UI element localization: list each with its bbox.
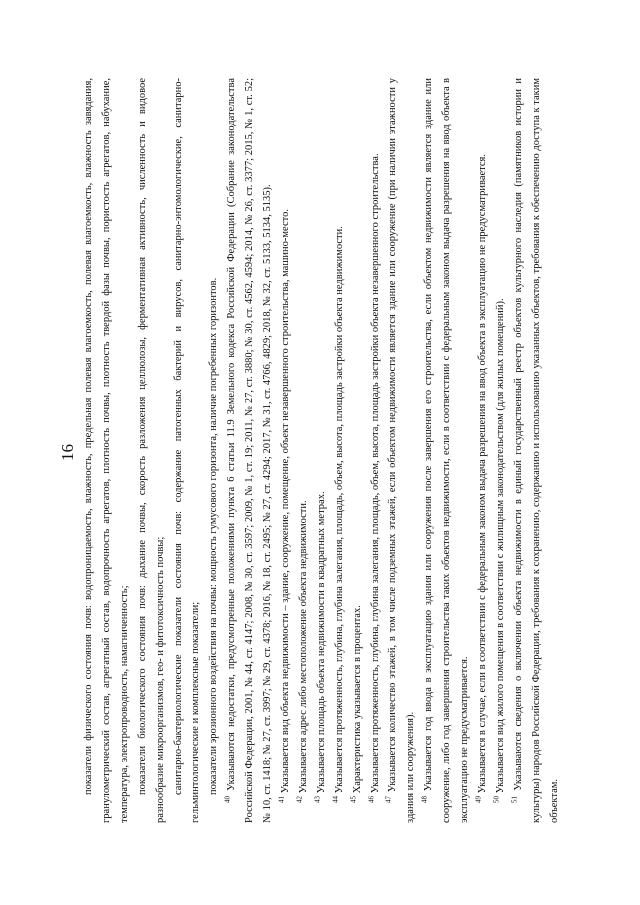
footnote-number: 45 — [349, 796, 358, 803]
footnote-text: Указывается количество этажей, в том числе подземных этажей, если объектом недвижимости является здание или сооружение (при наличии этажности у здания или сооружения). — [387, 78, 417, 823]
footnote-text: Характеристика указывается в процентах. — [351, 605, 363, 794]
footnote-44 — [331, 78, 349, 823]
footnote-number: 51 — [510, 796, 519, 803]
footnote-text: Указывается в случае, если в соответствии с федеральным законом выдача разрешения на ввод объекта в эксплуатацию не предусматривается. — [476, 154, 488, 794]
footnote-number: 46 — [367, 796, 375, 803]
body-paragraph: показатели физического состояния почв: водопроницаемость, влажность, предельная полевая влагоемкость, полевая влагоемкость, влажность завядания, гранулометрический состав, агрегатный состав, водопрочность агрегатов, плотность почвы, плотность твердой фазы почвы, пористость агрегатов, набухание, температура, электропроводность, намагниченность; — [83, 78, 130, 823]
footnote-40 — [223, 78, 277, 823]
footnote-42 — [295, 78, 313, 823]
footnote-text: Указывается протяженность, глубина, глубина залегания, площадь, объем, высота, площадь застройки объекта незавершенного строительства. — [369, 153, 381, 794]
footnote-number: 49 — [474, 796, 483, 803]
footnote-text: Указываются сведения о включении объекта недвижимости в единый государственный реестр объектов культурного наследия (памятников истории и культуры) народов Российской Федерации, требования к сохранению, содержанию и использованию указанных объектов, требования к обеспечению доступа к таким объектам. — [512, 78, 560, 823]
footnote-number: 44 — [331, 796, 340, 803]
footnote-text: Указывается площадь объекта недвижимости в квадратных метрах. — [315, 491, 327, 794]
page-number: 16 — [58, 444, 77, 461]
footnote-46 — [367, 78, 385, 823]
footnote-number: 41 — [277, 796, 286, 803]
footnote-text: Указывается год ввода в эксплуатацию здания или сооружения после завершения его строительства, если объектом недвижимости является здание или сооружение, либо год завершения строительства таких объектов недвижимости, если в соответствии с федеральным законом выдача разрешения на ввод объекта в эксплуатацию не предусматривается. — [423, 78, 471, 823]
footnote-47 — [384, 78, 420, 823]
footnote-text: Указывается адрес либо местоположение объекта недвижимости. — [297, 500, 309, 794]
footnote-number: 50 — [492, 796, 501, 803]
document-body — [80, 78, 563, 823]
footnote-text: Указывается вид объекта недвижимости – здание, сооружение, помещение, объект незавершенного строительства, машино-место. — [279, 209, 291, 794]
body-paragraph: санитарно-бактериологические показатели состояния почв: содержание патогенных бактерий и вирусов, санитарно-энтомологические, санитарно-гельминтологические и комплексные показатели; — [172, 78, 202, 823]
footnote-number: 40 — [223, 796, 232, 803]
footnote-number: 47 — [384, 796, 393, 803]
footnote-number: 48 — [420, 796, 429, 803]
footnote-text: Указываются недостатки, предусмотренные положениями пункта 6 статьи 11.9 Земельного кодекса Российской Федерации (Собрание законодательства Российской Федерации, 2001, № 44, ст. 4147; 2008, № 30, ст. 3597; 2009, № 1, ст. 19; 2011, № 27, ст. 3880; № 30, ст. 4562, 4594; 2014, № 26, ст. 3377; 2015, № 1, ст. 52; № 10, ст. 1418; № 27, ст. 3997; № 29, ст. 4378; 2016, № 18, ст. 2495; № 27, ст. 4294; 2017, № 31, ст. 4766, 4829; 2018, № 32, ст. 5133, 5134, 5135). — [226, 77, 274, 823]
footnote-text: Указывается вид жилого помещения в соответствии с жилищным законодательством (для жилых помещений). — [494, 298, 506, 794]
footnote-number: 42 — [295, 796, 304, 803]
footnote-43 — [313, 78, 331, 823]
footnote-text: Указывается протяженность, глубина, глубина залегания, площадь, объем, высота, площадь застройки объекта недвижимости. — [333, 226, 345, 794]
footnote-number: 43 — [313, 796, 322, 803]
footnote-45 — [349, 78, 367, 823]
footnote-48 — [420, 78, 474, 823]
body-paragraph: показатели эрозионного воздействия на почвы: мощность гумусового горизонта, наличие погребенных горизонтов. — [208, 277, 220, 795]
footnote-51 — [510, 78, 564, 823]
body-paragraph: показатели биологического состояния почв: дыхание почвы, скорость разложения целлюлозы, ферментативная активность, численность и видовое разнообразие микроорганизмов, гео- и фитотоксичность почвы; — [136, 78, 166, 823]
footnote-41 — [277, 78, 295, 823]
footnote-50 — [492, 78, 510, 823]
footnote-49 — [474, 78, 492, 823]
